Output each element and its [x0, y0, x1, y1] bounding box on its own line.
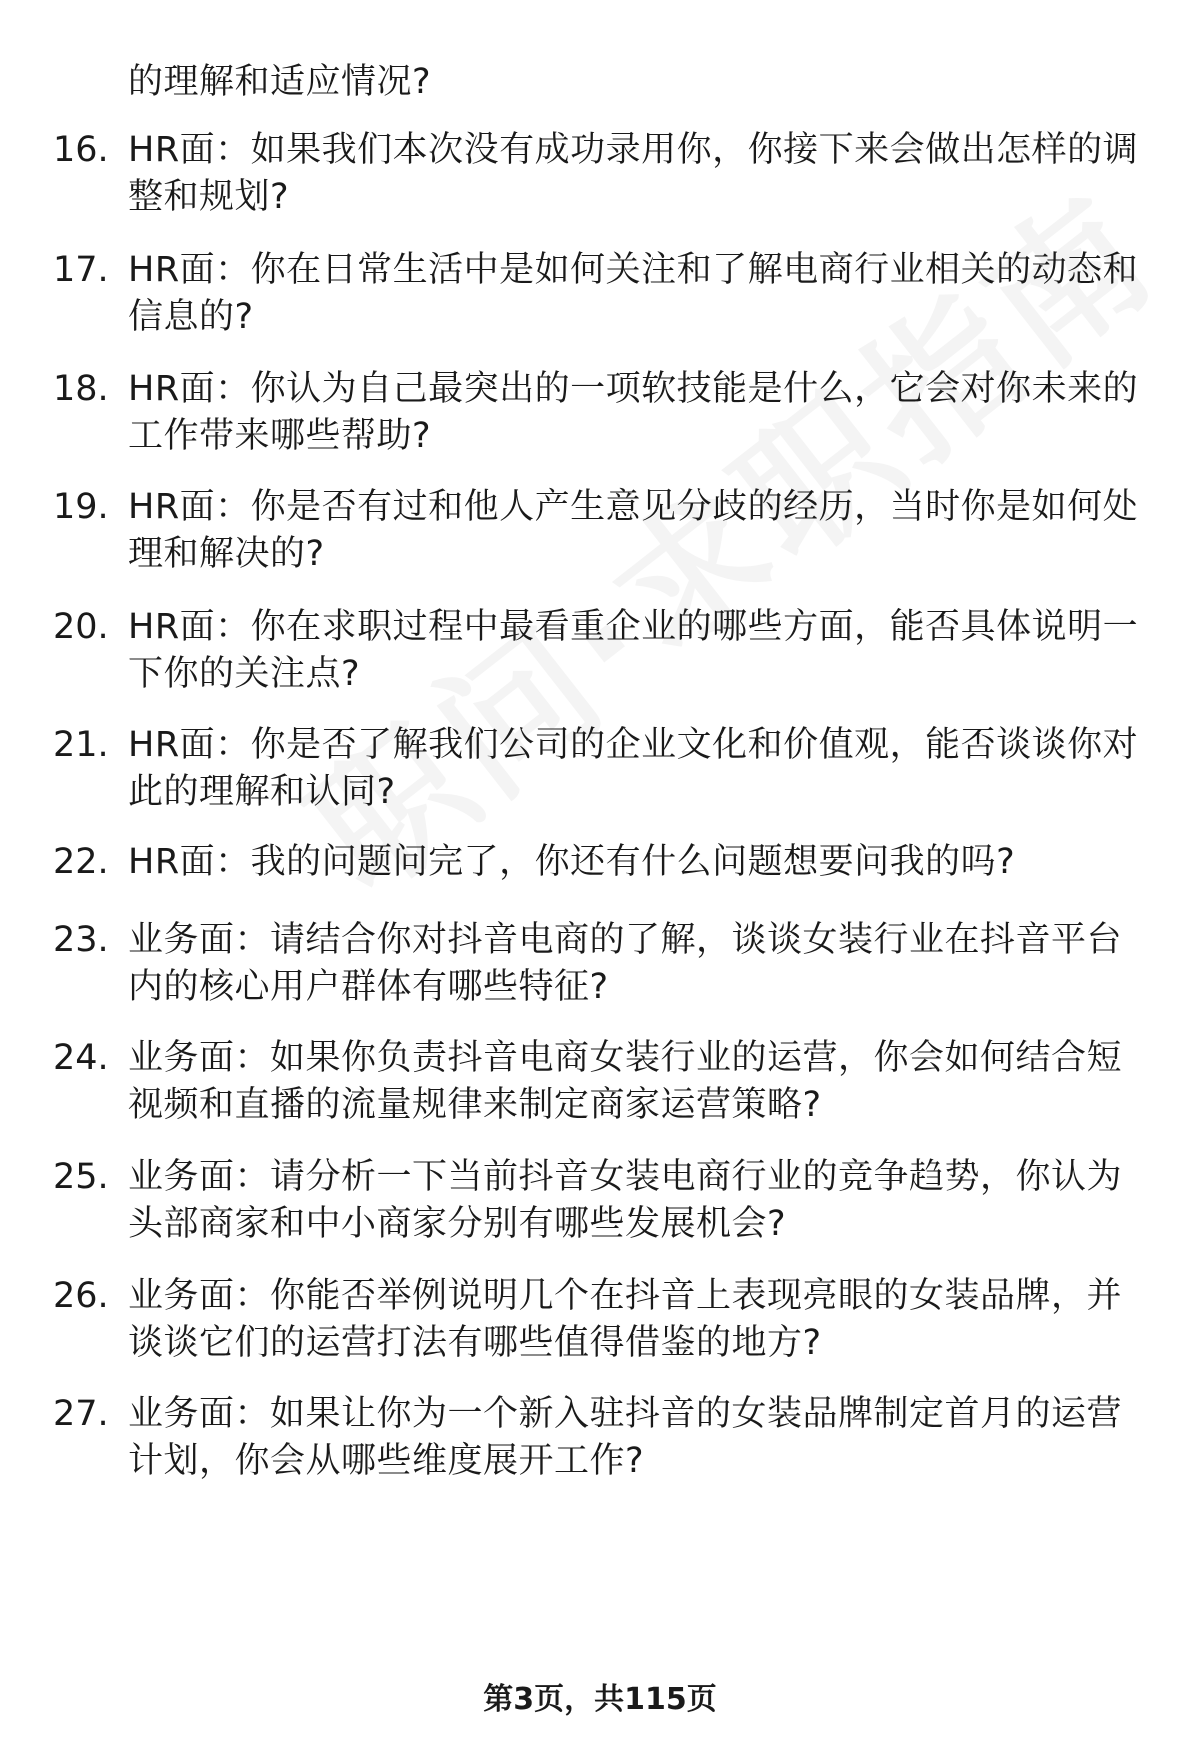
- question-line: HR面：你是否了解我们公司的企业文化和价值观，能否谈谈你对: [128, 725, 1139, 765]
- question-line: 业务面：请分析一下当前抖音女装电商行业的竞争趋势，你认为: [128, 1157, 1123, 1197]
- question-number: 20.: [53, 607, 109, 647]
- question-line: 工作带来哪些帮助?: [128, 416, 432, 456]
- question-line: HR面：你是否有过和他人产生意见分歧的经历，当时你是如何处: [128, 487, 1139, 527]
- page-footer: 第3页，共115页: [483, 1682, 717, 1717]
- question-number: 26.: [53, 1276, 109, 1316]
- question-line: HR面：我的问题问完了，你还有什么问题想要问我的吗?: [128, 842, 1016, 882]
- question-number: 24.: [53, 1038, 109, 1078]
- question-line: 内的核心用户群体有哪些特征?: [128, 967, 609, 1007]
- question-line: 谈谈它们的运营打法有哪些值得借鉴的地方?: [128, 1323, 822, 1363]
- question-number: 23.: [53, 920, 109, 960]
- question-line: 理和解决的?: [128, 534, 325, 574]
- question-number: 16.: [53, 130, 109, 170]
- question-number: 18.: [53, 369, 109, 409]
- question-line: 视频和直播的流量规律来制定商家运营策略?: [128, 1085, 822, 1125]
- question-number: 17.: [53, 250, 109, 290]
- question-line: 业务面：请结合你对抖音电商的了解，谈谈女装行业在抖音平台: [128, 920, 1123, 960]
- question-line: HR面：如果我们本次没有成功录用你，你接下来会做出怎样的调: [128, 130, 1139, 170]
- question-number: 22.: [53, 842, 109, 882]
- question-line: 业务面：如果让你为一个新入驻抖音的女装品牌制定首月的运营: [128, 1394, 1123, 1434]
- continuation-line: 的理解和适应情况?: [128, 62, 432, 102]
- question-line: 下你的关注点?: [128, 654, 361, 694]
- question-line: 业务面：你能否举例说明几个在抖音上表现亮眼的女装品牌，并: [128, 1276, 1123, 1316]
- question-line: HR面：你在求职过程中最看重企业的哪些方面，能否具体说明一: [128, 607, 1139, 647]
- question-line: 计划，你会从哪些维度展开工作?: [128, 1441, 645, 1481]
- question-line: 信息的?: [128, 297, 254, 337]
- question-line: 头部商家和中小商家分别有哪些发展机会?: [128, 1204, 787, 1244]
- question-line: HR面：你在日常生活中是如何关注和了解电商行业相关的动态和: [128, 250, 1139, 290]
- question-number: 27.: [53, 1394, 109, 1434]
- question-number: 19.: [53, 487, 109, 527]
- question-line: 此的理解和认同?: [128, 772, 396, 812]
- question-number: 21.: [53, 725, 109, 765]
- question-line: HR面：你认为自己最突出的一项软技能是什么，它会对你未来的: [128, 369, 1139, 409]
- question-line: 业务面：如果你负责抖音电商女装行业的运营，你会如何结合短: [128, 1038, 1123, 1078]
- question-line: 整和规划?: [128, 177, 290, 217]
- question-number: 25.: [53, 1157, 109, 1197]
